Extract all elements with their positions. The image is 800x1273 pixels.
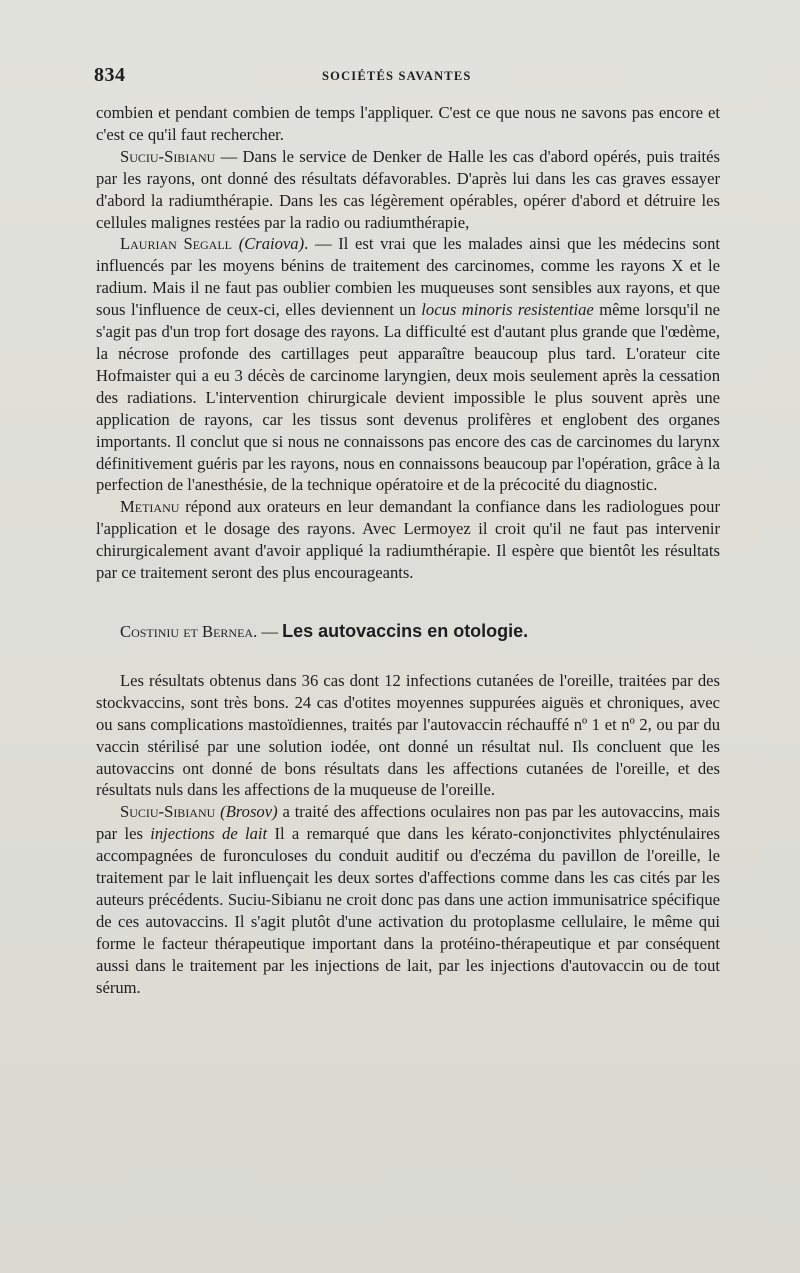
paragraph-text: répond aux orateurs en leur demandant la confiance dans les radiologues pour l'application et le dosage des rayons. Avec Lermoyez il croit qu'il ne faut pas intervenir chirurgicalement avant d'avoir appliqué la radiumthérapie. Il espère que bientôt les résultats par ce traitement seront des plus encourageants. [96,497,720,583]
body-text [96,102,720,999]
paragraph-suciu-sibianu [96,146,720,234]
speaker-name: Metianu [120,497,180,517]
speaker-name: Suciu-Sibianu [120,802,216,822]
section-heading [120,620,720,643]
paragraph-text: a traité des affections oculaires non pas par les autovaccins, mais par les [96,802,720,844]
speaker-name: Suciu-Sibianu [120,146,216,166]
page-header [94,64,720,88]
paragraph-metianu [96,496,720,584]
section-authors: Costiniu et Bernea. [120,621,258,641]
paragraph-suciu-sibianu-brosov [96,801,720,998]
paragraph-text: . — Il est vrai que les malades ainsi que les médecins sont influencés par les moyens bénins de traitement des carcinomes, comme les rayons X et le radium. Mais il ne faut pas oublier combien les muqueuses sont sensibles aux rayons, et que sous l'influence de ceux-ci, elles deviennent un [96,234,720,320]
latin-term: locus minoris resistentiae [421,300,594,320]
paragraph-text: même lorsqu'il ne s'agit pas d'un trop fort dosage des rayons. La difficulté est d'autant plus grande que l'œdème, la nécrose profonde des cartillages peut apparaître beaucoup plus tard. L'orateur cite Hofmaister qui a eu 3 décès de carcinome laryngien, deux mois seulement après la cessation des radiations. L'intervention chirurgicale devient impossible le plus souvent après une application de rayons, car les tissus sont devenus prolifères et englobent des organes importants. Il conclut que si nous ne connaissons pas encore des cas de carcinomes du larynx définitivement guéris par les rayons, nous en connaissons beaucoup par l'opération, grâce à la perfection de l'anesthésie, de la technique opératoire et de la précocité du diagnostic. [96,300,720,495]
paragraph-continuation: combien et pendant combien de temps l'appliquer. C'est ce que nous ne savons pas encore et c'est ce qu'il faut rechercher. [96,103,720,144]
paragraph-text: — Dans le service de Denker de Halle les cas d'abord opérés, puis traités par les rayons, ont donné des résultats défavorables. D'après lui dans les cas graves essayer d'abord la radiumthérapie. Dans les cas légèrement opérables, opérer d'abord et détruire les cellules malignes restées par la radio ou radiumthérapie, [96,146,720,232]
running-head: SOCIÉTÉS SAVANTES [322,69,472,83]
page-number: 834 [94,64,126,86]
speaker-name: Laurian Segall [120,234,233,254]
speaker-place: (Brosov) [220,802,278,822]
section-dash: — [257,621,283,641]
paragraph-laurian-segall [96,233,720,496]
emphasis-term: injections de lait [150,824,268,844]
section-title: Les autovaccins en otologie. [282,620,529,641]
speaker-place: (Craiova) [238,234,305,254]
paragraph-text: Il a remarqué que dans les kérato-conjonctivites phlycténulaires accompagnées de furonculoses du conduit auditif ou d'eczéma du pavillon de l'oreille, le traitement par le lait influençait les deux sortes d'affections comme dans les cas cités par les auteurs précédents. Suciu-Sibianu ne croit donc pas dans une action immunisatrice spécifique de ces autovaccins. Il s'agit plutôt d'une activation du protoplasme cellulaire, le même qui forme le facteur thérapeutique important dans la protéino-thérapeutique et par conséquent aussi dans le traitement par les injections de lait, par les injections d'autovaccin ou de tout sérum. [96,824,720,997]
paragraph-results: Les résultats obtenus dans 36 cas dont 12 infections cutanées de l'oreille, traitées par des stockvaccins, sont très bons. 24 cas d'otites moyennes suppurées aiguës et chroniques, avec ou sans complications mastoïdiennes, traités par l'autovaccin réchauffé nº 1 et nº 2, ou par du vaccin stérilisé par une solution iodée, ont donné un résultat nul. Ils concluent que les autovaccins ont donné de bons résultats dans les affections cutanées de l'oreille, et des résultats nuls dans les affections de la muqueuse de l'oreille. [96,670,720,800]
